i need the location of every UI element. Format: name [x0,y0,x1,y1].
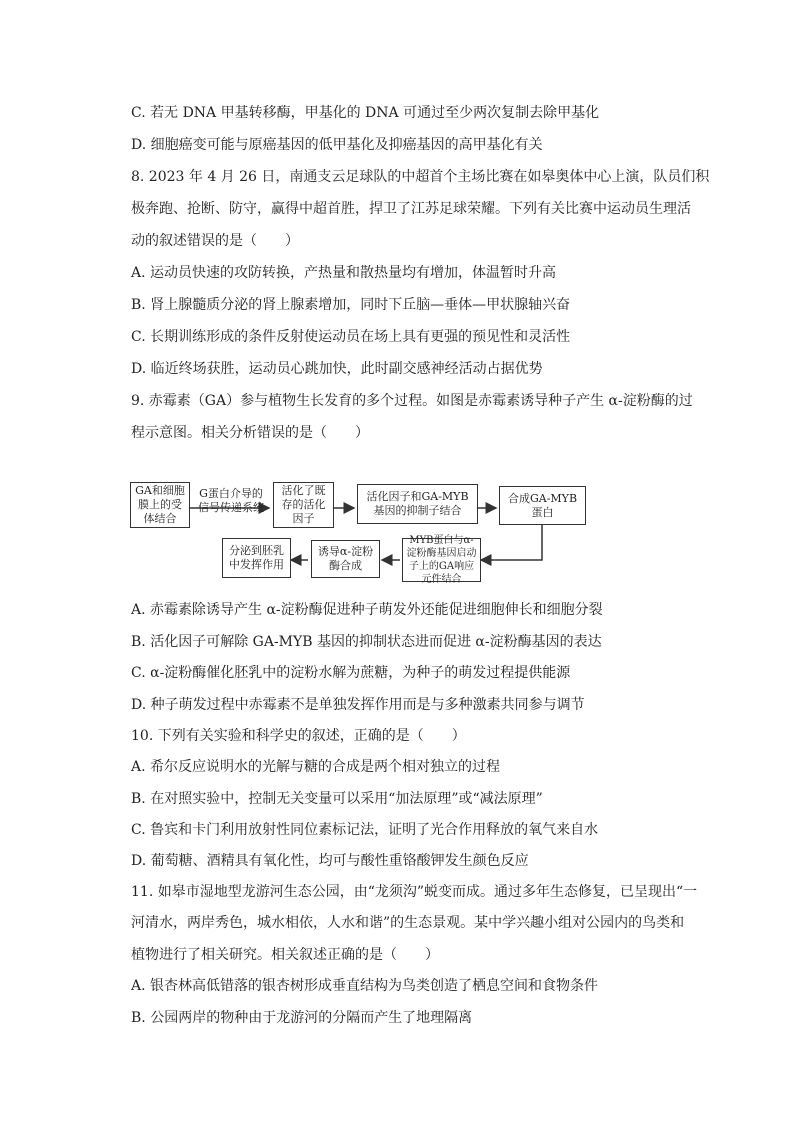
option-8b: B. 肾上腺髓质分泌的肾上腺素增加，同时下丘脑—垂体—甲状腺轴兴奋 [131,297,571,313]
question-9-stem-line2: 程示意图。相关分析错误的是（ ） [131,425,369,441]
option-11a: A. 银杏林高低错落的银杏树形成垂直结构为鸟类创造了栖息空间和食物条件 [131,978,599,994]
option-9a: A. 赤霉素除诱导产生 α-淀粉酶促进种子萌发外还能促进细胞伸长和细胞分裂 [131,602,603,618]
option-10c: C. 鲁宾和卡门利用放射性同位素标记法，证明了光合作用释放的氧气来自水 [131,822,599,838]
option-7c: C. 若无 DNA 甲基转移酶，甲基化的 DNA 可通过至少两次复制去除甲基化 [131,105,600,121]
option-9b: B. 活化因子可解除 GA-MYB 基因的抑制状态进而促进 α-淀粉酶基因的表达 [131,634,602,650]
option-9d: D. 种子萌发过程中赤霉素不是单独发挥作用而是与多种激素共同参与调节 [131,697,585,713]
box-secrete-endosperm: 分泌到胚乳中发挥作用 [222,538,291,578]
box-factor-binding: 活化因子和GA-MYB基因的抑制子结合 [357,484,478,524]
question-8-stem-line2: 极奔跑、抢断、防守，赢得中超首胜，捍卫了江苏足球荣耀。下列有关比赛中运动员生理活 [131,201,691,217]
option-9c: C. α-淀粉酶催化胚乳中的淀粉水解为蔗糖，为种子的萌发过程提供能源 [131,665,571,681]
option-10b: B. 在对照实验中，控制无关变量可以采用“加法原理”或“减法原理” [131,791,543,807]
question-11-stem-line2: 河清水，两岸秀色，城水相依，人水和谐”的生态景观。某中学兴趣小组对公园内的鸟类和 [131,915,685,931]
box-myb-binding: MYB蛋白与α-淀粉酶基因启动子上的GA响应元件结合 [402,538,481,582]
option-10a: A. 希尔反应说明水的光解与糖的合成是两个相对独立的过程 [131,759,501,775]
label-g-protein: G蛋白介导的信号传递系统 [198,487,264,514]
box-induce-amylase: 诱导α-淀粉酶合成 [311,540,380,578]
question-10-stem: 10. 下列有关实验和科学史的叙述，正确的是（ ） [131,728,466,744]
option-10d: D. 葡萄糖、酒精具有氧化性，均可与酸性重铬酸钾发生颜色反应 [131,853,529,869]
box-synthesize-gamyb: 合成GA-MYB蛋白 [499,486,586,525]
box-ga-receptor: GA和细胞膜上的受体结合 [130,482,190,528]
question-11-stem-line3: 植物进行了相关研究。相关叙述正确的是（ ） [131,947,439,963]
option-7d: D. 细胞癌变可能与原癌基因的低甲基化及抑癌基因的高甲基化有关 [131,137,543,153]
option-11b: B. 公园两岸的物种由于龙游河的分隔而产生了地理隔离 [131,1010,473,1026]
question-8-stem-line1: 8. 2023 年 4 月 26 日，南通支云足球队的中超首个主场比赛在如皋奥体中心上演，队员们积 [131,169,710,185]
question-11-stem-line1: 11. 如皋市湿地型龙游河生态公园，由“龙须沟”蜕变而成。通过多年生态修复，已呈现出“一 [131,884,698,900]
question-8-stem-line3: 动的叙述错误的是（ ） [131,233,299,249]
option-8a: A. 运动员快速的攻防转换，产热量和散热量均有增加，体温暂时升高 [131,265,557,281]
option-8c: C. 长期训练形成的条件反射使运动员在场上具有更强的预见性和灵活性 [131,329,571,345]
option-8d: D. 临近终场获胜，运动员心跳加快，此时副交感神经活动占据优势 [131,361,543,377]
question-9-stem-line1: 9. 赤霉素（GA）参与植物生长发育的多个过程。如图是赤霉素诱导种子产生 α-淀粉酶的过 [131,393,693,409]
box-activate-factor: 活化了既存的活化因子 [273,482,334,528]
